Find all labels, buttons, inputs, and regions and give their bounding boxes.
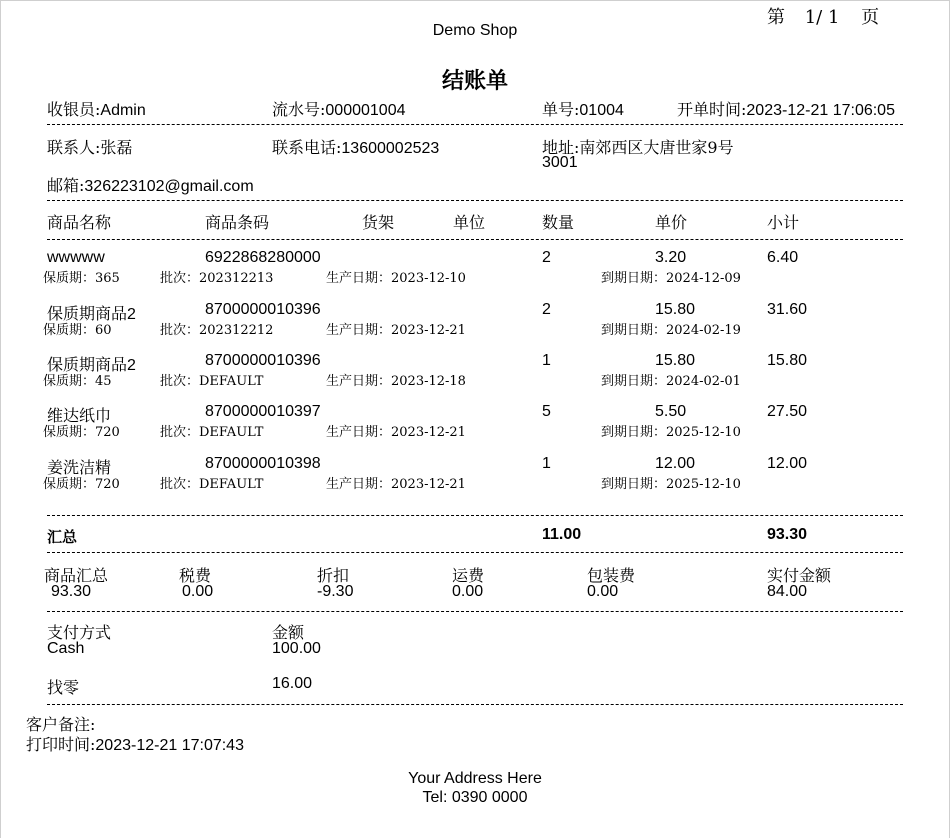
serial-value: 000001004 <box>325 102 406 119</box>
order-value: 01004 <box>579 102 624 119</box>
page-suffix: 页 <box>861 7 880 28</box>
item-qty: 1 <box>542 455 551 472</box>
contact-person-label: 联系人: <box>47 138 101 157</box>
cashier-label: 收银员: <box>47 100 101 119</box>
summary-goods-label: 商品汇总 <box>44 566 109 585</box>
totals-label: 汇总 <box>47 528 78 546</box>
item-shelf-life: 保质期：45 <box>43 374 112 389</box>
page-num: 1/ 1 <box>804 7 840 28</box>
contact-email <box>47 173 254 196</box>
item-price: 3.20 <box>655 249 687 266</box>
print-time <box>26 732 244 755</box>
item-name: 保质期商品2 <box>47 357 136 374</box>
divider <box>47 200 903 201</box>
item-price: 15.80 <box>655 301 696 318</box>
col-subtotal: 小计 <box>767 213 800 232</box>
item-prod-date: 生产日期：2023-12-21 <box>326 425 466 440</box>
contact-phone-label: 联系电话: <box>272 138 342 157</box>
summary-discount-label: 折扣 <box>317 566 350 585</box>
item-name: 姜洗洁精 <box>47 460 112 477</box>
summary-goods-value: 93.30 <box>51 583 92 600</box>
address-line2: 3001 <box>542 154 578 171</box>
email-value: 326223102@gmail.com <box>84 178 254 195</box>
item-subtotal: 31.60 <box>767 301 808 318</box>
item-shelf-life: 保质期：720 <box>43 425 120 440</box>
item-batch: 批次：202312213 <box>160 271 274 286</box>
item-barcode: 8700000010396 <box>205 301 321 318</box>
summary-packaging-label: 包装费 <box>587 566 636 585</box>
item-barcode: 6922868280000 <box>205 249 321 266</box>
col-name: 商品名称 <box>47 213 112 232</box>
item-barcode: 8700000010398 <box>205 455 321 472</box>
contact-phone-value: 13600002523 <box>341 140 440 157</box>
print-time-label: 打印时间: <box>26 735 96 754</box>
open-time <box>677 97 895 120</box>
item-qty: 2 <box>542 249 551 266</box>
item-prod-date: 生产日期：2023-12-21 <box>326 477 466 492</box>
item-price: 5.50 <box>655 403 687 420</box>
item-expiry: 到期日期：2025-12-10 <box>601 425 741 440</box>
change-value: 16.00 <box>272 675 313 692</box>
item-subtotal: 15.80 <box>767 352 808 369</box>
doc-title: 结账单 <box>441 68 508 93</box>
address-line1: 南郊西区大唐世家9号 <box>579 138 734 157</box>
divider <box>47 611 903 612</box>
contact-phone <box>272 135 439 158</box>
item-batch: 批次：202312212 <box>160 323 274 338</box>
col-shelf: 货架 <box>362 213 395 232</box>
summary-packaging-value: 0.00 <box>587 583 619 600</box>
summary-tax-label: 税费 <box>179 566 212 585</box>
order-label: 单号: <box>542 100 580 119</box>
open-time-value: 2023-12-21 17:06:05 <box>746 102 895 119</box>
item-expiry: 到期日期：2024-02-01 <box>601 374 741 389</box>
payment-amount-label: 金额 <box>272 623 305 642</box>
cashier-value: Admin <box>100 102 146 119</box>
item-barcode: 8700000010397 <box>205 403 321 420</box>
item-expiry: 到期日期：2025-12-10 <box>601 477 741 492</box>
col-qty: 数量 <box>542 213 575 232</box>
item-subtotal: 6.40 <box>767 249 799 266</box>
footer-address: Your Address Here <box>408 770 542 787</box>
summary-paid-label: 实付金额 <box>767 566 832 585</box>
item-batch: 批次：DEFAULT <box>160 477 264 492</box>
serial-label: 流水号: <box>272 100 326 119</box>
item-price: 15.80 <box>655 352 696 369</box>
item-batch: 批次：DEFAULT <box>160 374 264 389</box>
change-label: 找零 <box>47 678 80 697</box>
col-barcode: 商品条码 <box>205 213 270 232</box>
summary-tax-value: 0.00 <box>182 583 214 600</box>
serial-number <box>272 97 406 120</box>
address-label: 地址: <box>542 138 580 157</box>
print-time-value: 2023-12-21 17:07:43 <box>95 737 244 754</box>
order-number <box>542 97 624 120</box>
item-prod-date: 生产日期：2023-12-10 <box>326 271 466 286</box>
page-prefix: 第 <box>767 7 785 28</box>
item-expiry: 到期日期：2024-02-19 <box>601 323 741 338</box>
divider <box>47 552 903 553</box>
payment-method: Cash <box>47 640 85 657</box>
item-shelf-life: 保质期：60 <box>43 323 112 338</box>
item-shelf-life: 保质期：720 <box>43 477 120 492</box>
contact-person <box>47 135 132 158</box>
divider <box>47 239 903 240</box>
item-qty: 5 <box>542 403 551 420</box>
footer-tel: Tel: 0390 0000 <box>422 789 528 806</box>
summary-discount-value: -9.30 <box>317 583 354 600</box>
customer-note-label: 客户备注: <box>26 715 96 734</box>
payment-amount: 100.00 <box>272 640 321 657</box>
contact-person-value: 张磊 <box>100 138 133 157</box>
totals-qty: 11.00 <box>542 526 582 543</box>
email-label: 邮箱: <box>47 176 85 195</box>
summary-paid-value: 84.00 <box>767 583 808 600</box>
col-unit: 单位 <box>453 213 486 232</box>
item-prod-date: 生产日期：2023-12-18 <box>326 374 466 389</box>
item-shelf-life: 保质期：365 <box>43 271 120 286</box>
item-expiry: 到期日期：2024-12-09 <box>601 271 741 286</box>
cashier <box>47 97 146 120</box>
item-price: 12.00 <box>655 455 696 472</box>
item-name: 维达纸巾 <box>47 408 112 425</box>
open-time-label: 开单时间: <box>677 100 747 119</box>
item-qty: 2 <box>542 301 551 318</box>
divider <box>47 515 903 516</box>
shop-name: Demo Shop <box>432 22 518 39</box>
item-name: 保质期商品2 <box>47 306 136 323</box>
col-price: 单价 <box>655 213 688 232</box>
totals-amount: 93.30 <box>767 526 808 543</box>
summary-shipping-label: 运费 <box>452 566 485 585</box>
item-subtotal: 27.50 <box>767 403 808 420</box>
summary-shipping-value: 0.00 <box>452 583 484 600</box>
item-barcode: 8700000010396 <box>205 352 321 369</box>
item-batch: 批次：DEFAULT <box>160 425 264 440</box>
divider <box>47 704 903 705</box>
item-name: wwwww <box>47 249 105 266</box>
item-prod-date: 生产日期：2023-12-21 <box>326 323 466 338</box>
divider <box>47 124 903 125</box>
payment-method-label: 支付方式 <box>47 623 112 642</box>
item-subtotal: 12.00 <box>767 455 808 472</box>
item-qty: 1 <box>542 352 551 369</box>
